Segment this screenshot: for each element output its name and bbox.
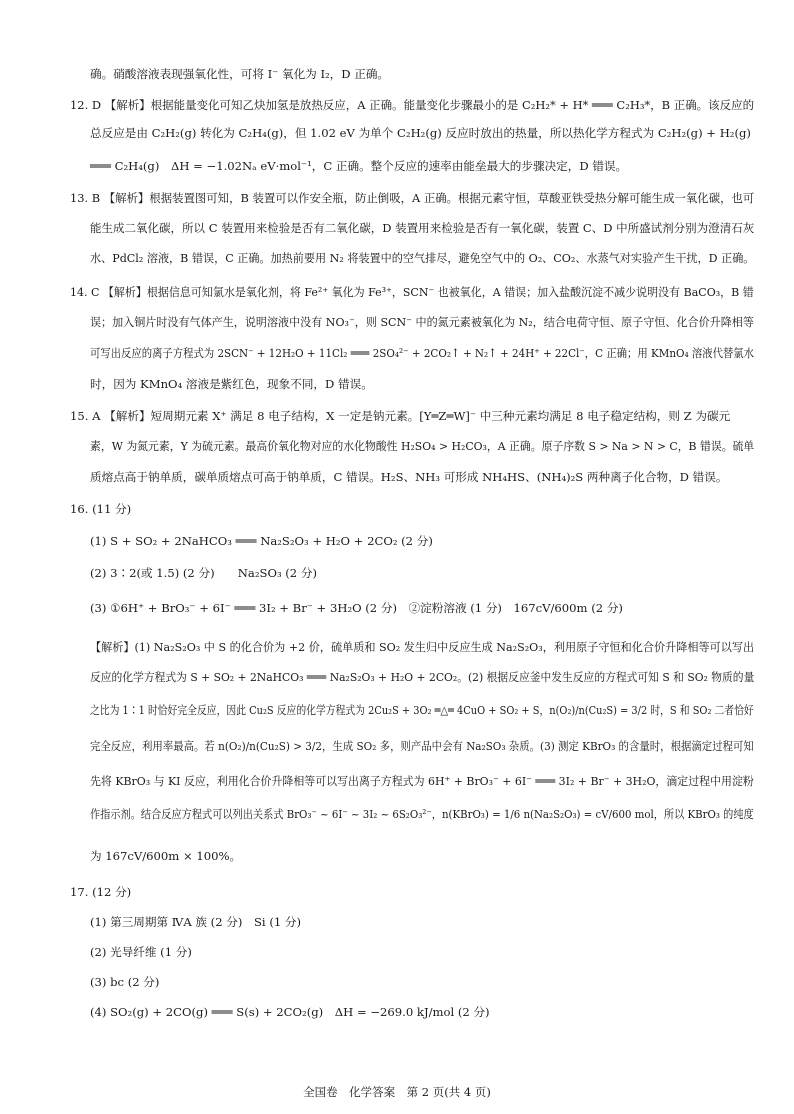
- text-line: (2) 3∶2(或 1.5) (2 分) Na₂SO₃ (2 分): [90, 566, 317, 580]
- text-line: 15. A 【解析】短周期元素 X⁺ 满足 8 电子结构，X 一定是钠元素。[Y═Z═W]⁻ 中三种元素均满足 8 电子稳定结构，则 Z 为碳元: [70, 409, 731, 423]
- text-line: (1) 第三周期第 ⅣA 族 (2 分) Si (1 分): [90, 915, 302, 929]
- text-line: 12. D 【解析】根据能量变化可知乙炔加氢是放热反应，A 正确。能量变化步骤最小的是 C₂H₂* + H* ═══ C₂H₃*，B 正确。该反应的: [70, 98, 755, 112]
- page-footer: 全国卷 化学答案 第 2 页(共 4 页): [303, 1085, 491, 1099]
- text-line: (3) bc (2 分): [90, 975, 160, 989]
- text-line: 能生成二氧化碳，所以 C 装置用来检验是否有二氧化碳，D 装置用来检验是否有一氧化碳，装置 C、D 中所盛试剂分别为澄清石灰: [90, 221, 755, 235]
- text-line: 反应的化学方程式为 S + SO₂ + 2NaHCO₃ ═══ Na₂S₂O₃ + H₂O + 2CO₂。(2) 根据反应釜中发生反应的方程式可知 S 和 SO₂ 物质的量: [90, 670, 755, 684]
- text-line: 可写出反应的离子方程式为 2SCN⁻ + 12H₂O + 11Cl₂ ═══ 2SO₄²⁻ + 2CO₂↑ + N₂↑ + 24H⁺ + 22Cl⁻，C 正确；用 KMnO₄ 溶液代替氯水: [90, 346, 755, 360]
- text-line: 质熔点高于钠单质，碳单质熔点可高于钠单质，C 错误。H₂S、NH₃ 可形成 NH₄HS、(NH₄)₂S 两种离子化合物，D 错误。: [90, 470, 728, 484]
- text-line: 17. (12 分): [70, 885, 132, 899]
- text-line: (1) S + SO₂ + 2NaHCO₃ ═══ Na₂S₂O₃ + H₂O + 2CO₂ (2 分): [90, 534, 433, 548]
- text-line: 完全反应，利用率最高。若 n(O₂)/n(Cu₂S) > 3/2，生成 SO₂ 多，则产品中会有 Na₂SO₃ 杂质。(3) 测定 KBrO₃ 的含量时，根据滴定过程可知: [90, 739, 754, 753]
- text-line: 16. (11 分): [70, 502, 132, 516]
- text-line: 为 167cV/600m × 100%。: [90, 849, 242, 863]
- text-line: 【解析】(1) Na₂S₂O₃ 中 S 的化合价为 +2 价，硫单质和 SO₂ 发生归中反应生成 Na₂S₂O₃，利用原子守恒和化合价升降相等可以写出: [90, 640, 755, 654]
- text-line: (2) 光导纤维 (1 分): [90, 945, 192, 959]
- text-line: 确。硝酸溶液表现强氧化性，可将 I⁻ 氧化为 I₂，D 正确。: [90, 67, 390, 81]
- text-line: 误；加入铜片时没有气体产生，说明溶液中没有 NO₃⁻，则 SCN⁻ 中的氮元素被氧化为 N₂，结合电荷守恒、原子守恒、化合价升降相等: [90, 315, 754, 329]
- text-line: 作指示剂。结合反应方程式可以列出关系式 BrO₃⁻ ~ 6I⁻ ~ 3I₂ ~ 6S₂O₃²⁻，n(KBrO₃) = 1/6 n(Na₂S₂O₃) = cV/600 mol，所以 KBrO₃ 的纯度: [90, 807, 754, 821]
- text-line: 水、PdCl₂ 溶液，B 错误，C 正确。加热前要用 N₂ 将装置中的空气排尽，避免空气中的 O₂、CO₂、水蒸气对实验产生干扰，D 正确。: [90, 251, 755, 265]
- text-line: 先将 KBrO₃ 与 KI 反应，利用化合价升降相等可以写出离子方程式为 6H⁺ + BrO₃⁻ + 6I⁻ ═══ 3I₂ + Br⁻ + 3H₂O，滴定过程中用淀粉: [90, 774, 754, 788]
- text-line: 总反应是由 C₂H₂(g) 转化为 C₂H₄(g)，但 1.02 eV 为单个 C₂H₂(g) 反应时放出的热量，所以热化学方程式为 C₂H₂(g) + H₂(g): [90, 126, 751, 140]
- text-line: 之比为 1∶1 时恰好完全反应，因此 Cu₂S 反应的化学方程式为 2Cu₂S + 3O₂ ═△═ 4CuO + SO₂ + S，n(O₂)/n(Cu₂S) = 3/2 时，S 和 SO₂ 二者恰好: [90, 703, 754, 717]
- text-line: ═══ C₂H₄(g) ΔH = −1.02Nₐ eV·mol⁻¹，C 正确。整个反应的速率由能垒最大的步骤决定，D 错误。: [90, 159, 628, 173]
- text-line: (4) SO₂(g) + 2CO(g) ═══ S(s) + 2CO₂(g) ΔH = −269.0 kJ/mol (2 分): [90, 1005, 490, 1019]
- text-line: 13. B 【解析】根据装置图可知，B 装置可以作安全瓶，防止倒吸，A 正确。根据元素守恒，草酸亚铁受热分解可能生成一氧化碳，也可: [70, 191, 755, 205]
- text-line: 素，W 为氮元素，Y 为硫元素。最高价氧化物对应的水化物酸性 H₂SO₄ > H₂CO₃，A 正确。原子序数 S > Na > N > C，B 错误。硫单: [90, 439, 755, 453]
- text-line: 14. C 【解析】根据信息可知氯水是氧化剂，将 Fe²⁺ 氧化为 Fe³⁺，SCN⁻ 也被氧化，A 错误；加入盐酸沉淀不减少说明没有 BaCO₃，B 错: [70, 285, 754, 299]
- text-line: (3) ①6H⁺ + BrO₃⁻ + 6I⁻ ═══ 3I₂ + Br⁻ + 3H₂O (2 分) ②淀粉溶液 (1 分) 167cV/600m (2 分): [90, 601, 623, 615]
- text-line: 时，因为 KMnO₄ 溶液是紫红色，现象不同，D 错误。: [90, 377, 373, 391]
